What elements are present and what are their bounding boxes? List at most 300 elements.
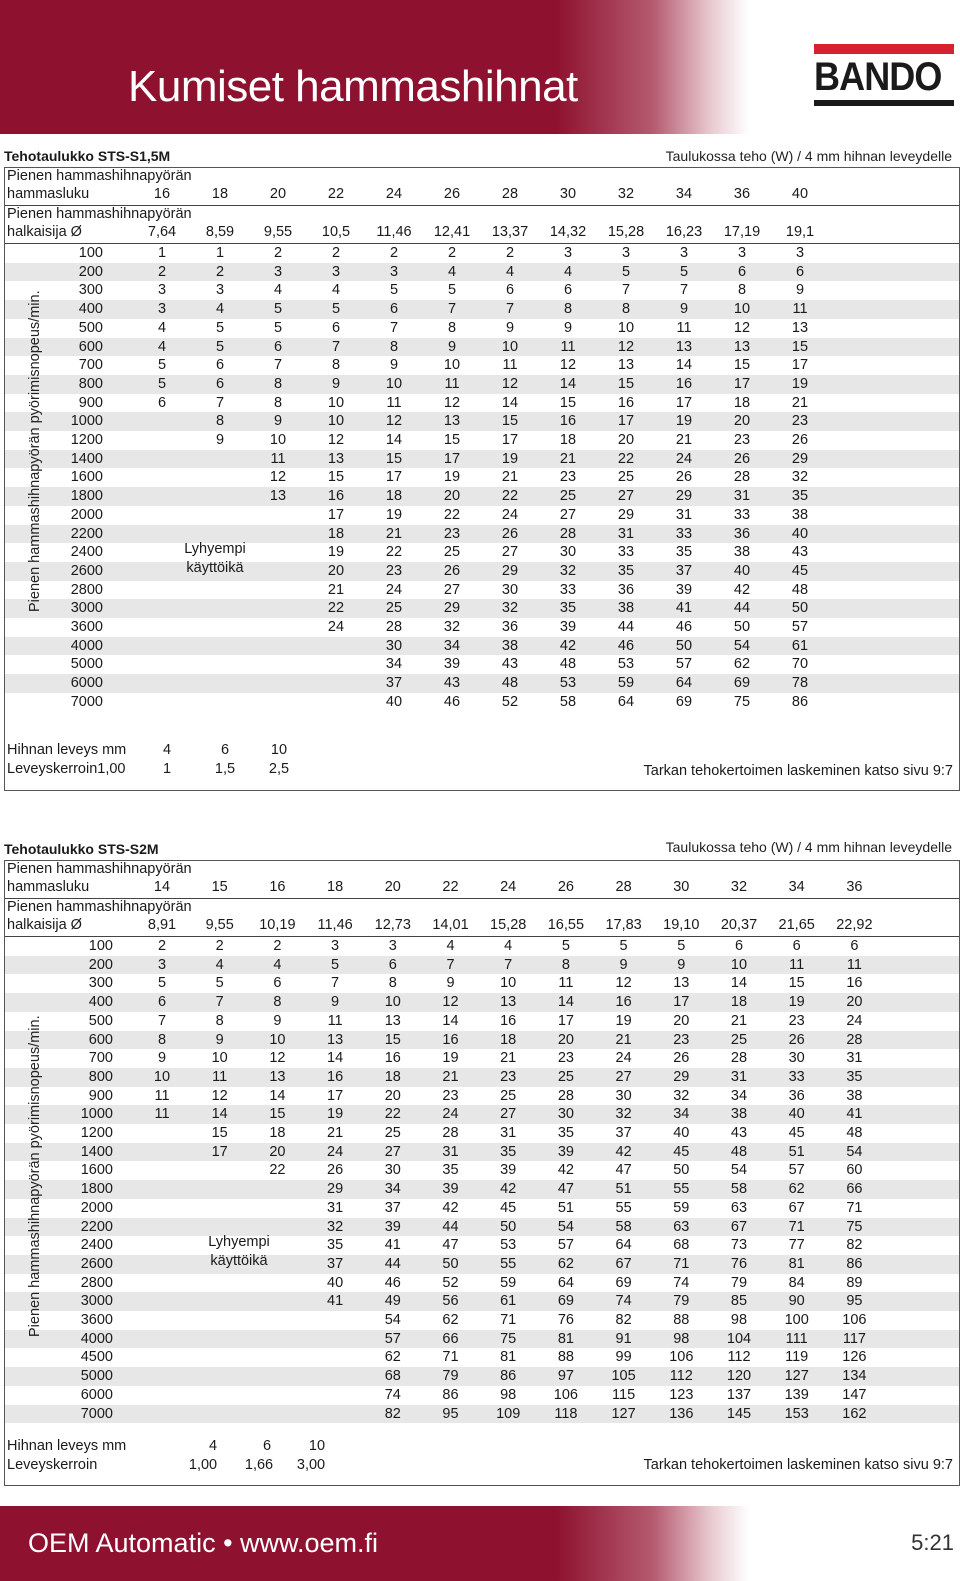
power-cell: 7 xyxy=(389,319,399,336)
power-cell: 86 xyxy=(791,693,809,710)
power-cell: 18 xyxy=(269,1125,286,1141)
power-cell: 10 xyxy=(385,375,403,392)
power-cell: 23 xyxy=(442,1087,459,1104)
power-cell: 139 xyxy=(784,1386,809,1403)
power-cell: 9 xyxy=(619,956,628,973)
power-cell: 20 xyxy=(846,994,863,1011)
power-cell: 120 xyxy=(726,1368,752,1385)
power-cell: 19 xyxy=(675,413,693,430)
power-cell: 21 xyxy=(327,581,345,598)
power-cell: 5 xyxy=(331,301,341,318)
power-cell: 45 xyxy=(788,1125,805,1141)
power-cell: 13 xyxy=(443,413,461,430)
power-cell: 52 xyxy=(501,693,519,710)
power-cell: 9 xyxy=(447,338,457,355)
rpm-cell: 1400 xyxy=(80,1143,113,1160)
power-cell: 21 xyxy=(675,432,693,448)
power-cell: 97 xyxy=(557,1368,574,1385)
power-cell: 111 xyxy=(785,1330,808,1347)
power-cell: 13 xyxy=(617,357,635,374)
power-cell: 8 xyxy=(621,301,631,318)
power-cell: 28 xyxy=(557,1087,574,1104)
diameter-cell: 22,92 xyxy=(836,917,873,933)
power-cell: 17 xyxy=(211,1143,228,1160)
belt-width-cell: 6 xyxy=(220,742,230,758)
power-cell: 21 xyxy=(730,1012,748,1029)
power-cell: 25 xyxy=(385,600,403,617)
power-cell: 9 xyxy=(273,413,283,430)
power-cell: 100 xyxy=(784,1312,809,1328)
power-cell: 16 xyxy=(500,1012,517,1029)
diameter-label-2: halkaisija Ø xyxy=(7,224,82,240)
power-cell: 6 xyxy=(273,975,282,992)
power-cell: 67 xyxy=(730,1218,748,1235)
rpm-cell: 2000 xyxy=(70,506,103,523)
power-cell: 10 xyxy=(730,956,748,973)
power-cell: 9 xyxy=(215,1031,224,1048)
power-cell: 8 xyxy=(273,375,283,392)
power-cell: 64 xyxy=(615,1237,632,1254)
reference-note: Tarkan tehokertoimen laskeminen katso sivu 9:7 xyxy=(643,763,953,779)
power-cell: 69 xyxy=(733,675,751,692)
power-cell: 32 xyxy=(327,1218,344,1235)
power-cell: 37 xyxy=(384,1199,401,1216)
power-cell: 40 xyxy=(673,1125,690,1141)
power-cell: 11 xyxy=(444,375,460,392)
power-cell: 17 xyxy=(385,469,403,486)
power-cell: 19 xyxy=(327,1106,344,1123)
teeth-count-cell: 36 xyxy=(733,186,751,202)
logo-red-bar xyxy=(814,44,954,54)
power-cell: 18 xyxy=(500,1031,517,1048)
rpm-cell: 2200 xyxy=(70,525,103,542)
rpm-cell: 300 xyxy=(78,282,103,299)
rpm-cell: 5000 xyxy=(80,1368,113,1385)
power-cell: 4 xyxy=(273,282,283,299)
power-cell: 14 xyxy=(730,975,748,992)
power-cell: 15 xyxy=(501,413,519,430)
power-cell: 46 xyxy=(617,637,635,654)
shorter-life-note: Lyhyempi käyttöikä xyxy=(184,541,246,576)
power-cell: 42 xyxy=(557,1162,574,1179)
power-cell: 22 xyxy=(269,1162,286,1179)
power-cell: 118 xyxy=(554,1405,578,1422)
rpm-axis-label: Pienen hammashihnapyörän pyörimisnopeus/min. xyxy=(27,290,43,612)
power-cell: 37 xyxy=(615,1125,632,1141)
power-cell: 5 xyxy=(215,319,225,336)
power-cell: 54 xyxy=(846,1143,863,1160)
power-cell: 95 xyxy=(846,1293,863,1310)
power-cell: 21 xyxy=(442,1068,459,1085)
power-cell: 15 xyxy=(385,450,403,467)
rpm-cell: 3000 xyxy=(70,600,103,617)
width-factor-cell: 1,66 xyxy=(244,1457,274,1473)
power-cell: 41 xyxy=(327,1293,344,1310)
power-cell: 57 xyxy=(791,619,809,635)
table-title: Tehotaulukko STS-S1,5M xyxy=(4,148,171,164)
teeth-count-cell: 28 xyxy=(501,186,519,202)
power-cell: 58 xyxy=(615,1218,632,1235)
power-cell: 61 xyxy=(500,1293,517,1310)
power-cell: 39 xyxy=(559,619,577,635)
diameter-cell: 14,32 xyxy=(549,224,587,240)
power-cell: 11 xyxy=(212,1068,228,1085)
power-cell: 39 xyxy=(384,1218,401,1235)
teeth-count-cell: 26 xyxy=(443,186,461,202)
power-cell: 28 xyxy=(559,525,577,542)
power-cell: 50 xyxy=(442,1255,459,1272)
power-cell: 27 xyxy=(559,506,577,523)
power-cell: 67 xyxy=(615,1255,632,1272)
power-cell: 73 xyxy=(730,1237,748,1254)
width-factor-label: Leveyskerroin xyxy=(7,1457,98,1473)
page-number: 5:21 xyxy=(911,1530,954,1555)
rpm-cell: 7000 xyxy=(80,1405,113,1422)
diameter-cell: 11,46 xyxy=(376,224,412,240)
power-cell: 37 xyxy=(675,562,693,579)
power-cell: 13 xyxy=(673,975,690,992)
power-cell: 13 xyxy=(384,1012,401,1029)
power-cell: 7 xyxy=(447,301,457,318)
power-cell: 29 xyxy=(501,562,519,579)
power-cell: 47 xyxy=(615,1162,632,1179)
power-cell: 74 xyxy=(673,1274,690,1291)
power-cell: 6 xyxy=(389,301,399,318)
rpm-cell: 900 xyxy=(88,1087,113,1104)
power-cell: 16 xyxy=(846,975,863,992)
belt-width-cell: 4 xyxy=(208,1438,218,1454)
power-cell: 41 xyxy=(846,1106,863,1123)
power-cell: 46 xyxy=(675,619,693,635)
power-cell: 10 xyxy=(211,1050,228,1067)
diameter-label: Pienen hammashihnapyörän xyxy=(7,899,192,915)
power-cell: 23 xyxy=(385,562,403,579)
power-cell: 78 xyxy=(791,675,809,692)
power-cell: 43 xyxy=(501,656,519,673)
diameter-cell: 14,01 xyxy=(432,917,469,933)
width-factor-cell: 1,5 xyxy=(214,761,236,777)
power-cell: 27 xyxy=(617,488,635,505)
rpm-cell: 100 xyxy=(78,245,103,261)
power-cell: 59 xyxy=(500,1274,517,1291)
power-cell: 8 xyxy=(273,994,282,1011)
power-cell: 30 xyxy=(615,1087,632,1104)
power-cell: 21 xyxy=(501,469,519,486)
power-cell: 43 xyxy=(791,544,809,561)
power-cell: 106 xyxy=(842,1312,867,1328)
power-cell: 26 xyxy=(788,1031,805,1048)
rpm-cell: 800 xyxy=(88,1068,113,1085)
footer-company: OEM Automatic • www.oem.fi xyxy=(28,1528,379,1558)
power-cell: 27 xyxy=(615,1068,632,1085)
power-cell: 123 xyxy=(669,1386,694,1403)
diameter-cell: 10,5 xyxy=(321,224,351,240)
power-cell: 39 xyxy=(443,656,461,673)
diameter-cell: 12,41 xyxy=(433,224,471,240)
power-cell: 63 xyxy=(730,1199,748,1216)
power-cell: 51 xyxy=(615,1181,632,1198)
diameter-cell: 19,10 xyxy=(663,917,700,933)
power-cell: 50 xyxy=(675,637,693,654)
power-cell: 57 xyxy=(675,656,693,673)
rpm-cell: 800 xyxy=(78,375,103,392)
teeth-count-cell: 20 xyxy=(384,879,401,895)
power-cell: 42 xyxy=(733,581,751,598)
power-cell: 46 xyxy=(443,693,461,710)
power-cell: 17 xyxy=(673,994,690,1011)
power-cell: 4 xyxy=(215,956,224,973)
teeth-count-cell: 40 xyxy=(791,186,809,202)
diameter-cell: 11,46 xyxy=(317,917,353,933)
power-cell: 27 xyxy=(501,544,519,561)
power-cell: 5 xyxy=(331,956,340,973)
power-cell: 104 xyxy=(726,1330,752,1347)
power-cell: 67 xyxy=(788,1199,805,1216)
power-cell: 23 xyxy=(673,1031,690,1048)
power-cell: 13 xyxy=(327,450,345,467)
power-table-s2m xyxy=(2,838,958,1488)
power-cell: 16 xyxy=(442,1031,459,1048)
power-cell: 4 xyxy=(505,263,515,280)
power-cell: 26 xyxy=(791,432,809,448)
diameter-cell: 7,64 xyxy=(147,224,177,240)
power-cell: 28 xyxy=(733,469,751,486)
power-cell: 3 xyxy=(563,245,573,261)
power-cell: 31 xyxy=(730,1068,748,1085)
power-cell: 50 xyxy=(673,1162,690,1179)
power-cell: 86 xyxy=(442,1386,459,1403)
power-cell: 25 xyxy=(730,1031,748,1048)
power-cell: 14 xyxy=(385,432,403,448)
power-cell: 19 xyxy=(788,994,805,1011)
power-cell: 50 xyxy=(500,1218,517,1235)
power-cell: 22 xyxy=(443,506,461,523)
power-cell: 25 xyxy=(617,469,635,486)
diameter-cell: 8,59 xyxy=(205,224,235,240)
power-cell: 10 xyxy=(327,394,345,411)
power-cell: 7 xyxy=(621,282,631,299)
power-cell: 7 xyxy=(157,1012,167,1029)
power-cell: 23 xyxy=(500,1068,517,1085)
power-cell: 31 xyxy=(500,1125,517,1141)
power-cell: 75 xyxy=(846,1218,863,1235)
teeth-count-cell: 16 xyxy=(153,186,171,202)
power-cell: 70 xyxy=(791,656,809,673)
logo-text: BANDO xyxy=(814,55,942,99)
power-cell: 12 xyxy=(617,338,635,355)
power-cell: 39 xyxy=(500,1162,517,1179)
power-cell: 30 xyxy=(788,1050,805,1067)
power-cell: 10 xyxy=(384,994,401,1011)
power-cell: 5 xyxy=(157,357,167,374)
power-cell: 12 xyxy=(733,319,751,336)
power-cell: 12 xyxy=(385,413,403,430)
power-cell: 55 xyxy=(500,1255,517,1272)
power-cell: 32 xyxy=(443,619,461,635)
power-cell: 3 xyxy=(331,263,341,280)
power-cell: 41 xyxy=(675,600,693,617)
power-cell: 79 xyxy=(673,1293,690,1310)
diameter-cell: 16,23 xyxy=(665,224,703,240)
power-cell: 20 xyxy=(384,1087,401,1104)
power-cell: 43 xyxy=(443,675,461,692)
power-cell: 3 xyxy=(737,245,747,261)
teeth-count-cell: 30 xyxy=(559,186,577,202)
power-cell: 127 xyxy=(784,1368,809,1385)
rpm-cell: 1600 xyxy=(80,1162,113,1179)
power-cell: 42 xyxy=(615,1143,632,1160)
power-cell: 30 xyxy=(501,581,519,598)
teeth-count-cell: 24 xyxy=(500,879,517,895)
power-cell: 24 xyxy=(327,1143,344,1160)
power-cell: 7 xyxy=(679,282,689,299)
power-cell: 4 xyxy=(273,956,282,973)
power-cell: 35 xyxy=(327,1237,344,1254)
teeth-count-cell: 14 xyxy=(153,879,171,895)
power-cell: 12 xyxy=(559,357,577,374)
power-cell: 5 xyxy=(621,263,631,280)
power-cell: 64 xyxy=(675,675,693,692)
power-cell: 24 xyxy=(615,1050,632,1067)
power-cell: 25 xyxy=(500,1087,517,1104)
power-cell: 24 xyxy=(442,1106,459,1123)
power-cell: 85 xyxy=(730,1293,748,1310)
power-cell: 35 xyxy=(559,600,577,617)
power-cell: 35 xyxy=(846,1068,863,1085)
power-cell: 11 xyxy=(789,956,805,973)
power-cell: 29 xyxy=(327,1181,344,1198)
power-cell: 35 xyxy=(500,1143,517,1160)
power-cell: 48 xyxy=(501,675,519,692)
power-cell: 32 xyxy=(791,469,809,486)
power-cell: 33 xyxy=(559,581,577,598)
power-cell: 10 xyxy=(269,1031,286,1048)
power-cell: 44 xyxy=(384,1255,401,1272)
teeth-count-cell: 34 xyxy=(675,186,693,202)
rpm-cell: 1200 xyxy=(80,1125,113,1141)
power-cell: 69 xyxy=(557,1293,574,1310)
power-cell: 10 xyxy=(733,301,751,318)
rpm-cell: 1200 xyxy=(70,432,103,448)
power-cell: 13 xyxy=(269,1068,286,1085)
power-cell: 9 xyxy=(677,956,686,973)
rpm-cell: 3600 xyxy=(80,1312,113,1328)
power-cell: 26 xyxy=(501,525,519,542)
power-cell: 8 xyxy=(561,956,570,973)
power-cell: 105 xyxy=(611,1368,636,1385)
power-cell: 40 xyxy=(733,562,751,579)
power-cell: 13 xyxy=(675,338,693,355)
power-cell: 77 xyxy=(788,1237,805,1254)
rpm-cell: 200 xyxy=(88,956,113,973)
power-cell: 53 xyxy=(500,1237,517,1254)
power-cell: 26 xyxy=(733,450,751,467)
power-cell: 6 xyxy=(388,956,397,973)
power-cell: 71 xyxy=(788,1218,805,1235)
power-cell: 98 xyxy=(500,1386,517,1403)
diameter-cell: 20,37 xyxy=(720,917,758,933)
power-cell: 14 xyxy=(269,1087,286,1104)
power-cell: 36 xyxy=(501,619,519,635)
diameter-cell: 21,65 xyxy=(778,917,815,933)
power-cell: 127 xyxy=(611,1405,636,1422)
power-cell: 99 xyxy=(615,1349,632,1366)
power-cell: 11 xyxy=(154,1106,170,1123)
power-cell: 6 xyxy=(792,938,801,954)
power-cell: 8 xyxy=(273,394,283,411)
power-cell: 58 xyxy=(730,1181,748,1198)
power-cell: 7 xyxy=(331,975,340,992)
power-cell: 6 xyxy=(273,338,283,355)
power-cell: 17 xyxy=(443,450,461,467)
power-cell: 76 xyxy=(557,1312,574,1328)
power-cell: 21 xyxy=(327,1125,344,1141)
power-cell: 28 xyxy=(846,1031,863,1048)
power-cell: 13 xyxy=(269,488,287,505)
power-cell: 62 xyxy=(442,1312,459,1328)
rpm-cell: 3000 xyxy=(80,1293,113,1310)
diameter-cell: 15,28 xyxy=(607,224,645,240)
power-cell: 6 xyxy=(505,282,515,299)
table-title: Tehotaulukko STS-S2M xyxy=(4,841,159,857)
power-cell: 5 xyxy=(677,938,686,954)
power-cell: 12 xyxy=(269,1050,286,1067)
power-cell: 6 xyxy=(795,263,805,280)
power-cell: 28 xyxy=(442,1125,459,1141)
power-cell: 86 xyxy=(500,1368,517,1385)
power-cell: 13 xyxy=(500,994,517,1011)
power-cell: 25 xyxy=(557,1068,574,1085)
power-cell: 69 xyxy=(675,693,693,710)
power-cell: 119 xyxy=(785,1349,809,1366)
power-cell: 7 xyxy=(504,956,513,973)
power-cell: 86 xyxy=(846,1255,863,1272)
power-cell: 12 xyxy=(327,432,345,448)
power-cell: 74 xyxy=(615,1293,632,1310)
power-cell: 17 xyxy=(617,413,635,430)
power-cell: 29 xyxy=(675,488,693,505)
power-cell: 62 xyxy=(384,1349,401,1366)
teeth-count-cell: 22 xyxy=(442,879,459,895)
power-cell: 35 xyxy=(557,1125,574,1141)
power-cell: 57 xyxy=(384,1330,401,1347)
power-cell: 3 xyxy=(157,956,167,973)
power-cell: 29 xyxy=(791,450,809,467)
power-cell: 1 xyxy=(157,245,167,261)
power-cell: 44 xyxy=(442,1218,459,1235)
power-cell: 15 xyxy=(269,1106,286,1123)
power-cell: 44 xyxy=(733,600,751,617)
power-cell: 38 xyxy=(617,600,635,617)
power-cell: 11 xyxy=(502,357,518,374)
power-cell: 7 xyxy=(331,338,341,355)
power-cell: 35 xyxy=(675,544,693,561)
power-cell: 79 xyxy=(730,1274,748,1291)
rpm-cell: 500 xyxy=(88,1012,113,1029)
rpm-cell: 500 xyxy=(78,319,103,336)
rpm-cell: 5000 xyxy=(70,656,103,673)
power-cell: 74 xyxy=(384,1386,401,1403)
power-cell: 27 xyxy=(384,1143,401,1160)
power-cell: 3 xyxy=(795,245,805,261)
power-cell: 30 xyxy=(385,637,403,654)
power-cell: 8 xyxy=(388,975,397,992)
power-cell: 11 xyxy=(327,1012,343,1029)
power-cell: 29 xyxy=(443,600,461,617)
power-cell: 23 xyxy=(788,1012,805,1029)
power-cell: 10 xyxy=(500,975,517,992)
rpm-cell: 6000 xyxy=(70,675,103,692)
